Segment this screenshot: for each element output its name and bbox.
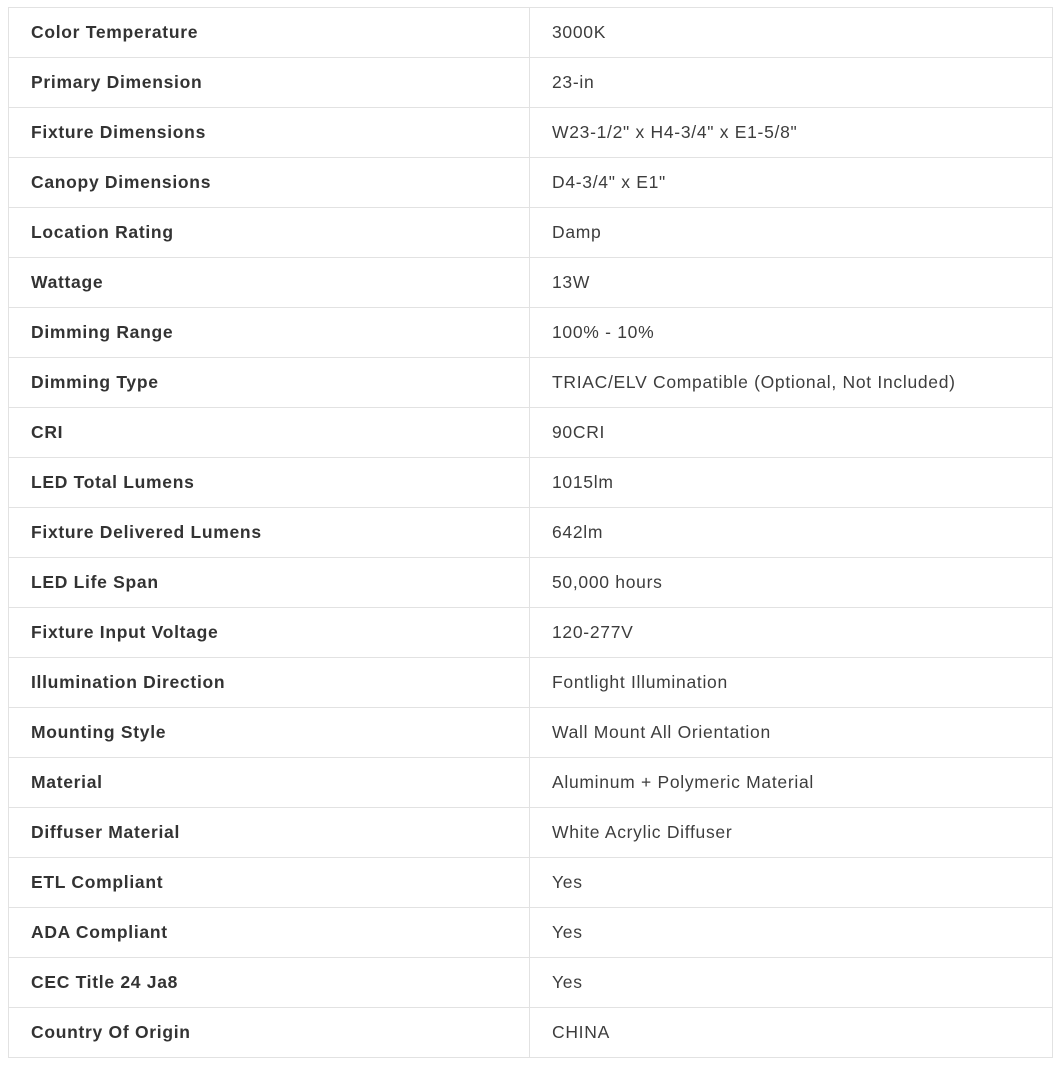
spec-value: 13W	[530, 258, 1053, 308]
spec-label: Illumination Direction	[9, 658, 530, 708]
spec-value: 120-277V	[530, 608, 1053, 658]
spec-value: Yes	[530, 858, 1053, 908]
spec-value: Fontlight Illumination	[530, 658, 1053, 708]
spec-row-fixture-delivered-lumens	[9, 508, 1053, 558]
spec-label: Color Temperature	[9, 8, 530, 58]
spec-label: Diffuser Material	[9, 808, 530, 858]
spec-label: Dimming Range	[9, 308, 530, 358]
spec-value: D4-3/4" x E1"	[530, 158, 1053, 208]
spec-value: CHINA	[530, 1008, 1053, 1058]
spec-row-material	[9, 758, 1053, 808]
spec-value: 23-in	[530, 58, 1053, 108]
spec-label: Location Rating	[9, 208, 530, 258]
spec-label: Country Of Origin	[9, 1008, 530, 1058]
spec-row-diffuser-material	[9, 808, 1053, 858]
spec-value: Yes	[530, 958, 1053, 1008]
spec-label: Dimming Type	[9, 358, 530, 408]
spec-value: 90CRI	[530, 408, 1053, 458]
spec-label: Fixture Delivered Lumens	[9, 508, 530, 558]
spec-label: Fixture Input Voltage	[9, 608, 530, 658]
spec-row-fixture-dimensions	[9, 108, 1053, 158]
spec-value: Wall Mount All Orientation	[530, 708, 1053, 758]
spec-row-ada-compliant	[9, 908, 1053, 958]
spec-label: Canopy Dimensions	[9, 158, 530, 208]
spec-row-country-of-origin	[9, 1008, 1053, 1058]
spec-label: ADA Compliant	[9, 908, 530, 958]
spec-row-cri	[9, 408, 1053, 458]
spec-value: Aluminum + Polymeric Material	[530, 758, 1053, 808]
spec-row-led-life-span	[9, 558, 1053, 608]
spec-value: 642lm	[530, 508, 1053, 558]
spec-row-led-total-lumens	[9, 458, 1053, 508]
spec-row-dimming-type	[9, 358, 1053, 408]
spec-value: TRIAC/ELV Compatible (Optional, Not Included)	[530, 358, 1053, 408]
spec-row-color-temperature	[9, 8, 1053, 58]
spec-label: Material	[9, 758, 530, 808]
spec-value: White Acrylic Diffuser	[530, 808, 1053, 858]
spec-value: Damp	[530, 208, 1053, 258]
spec-row-dimming-range	[9, 308, 1053, 358]
spec-label: LED Total Lumens	[9, 458, 530, 508]
spec-row-cec-title-24-ja8	[9, 958, 1053, 1008]
spec-value: 3000K	[530, 8, 1053, 58]
spec-value: W23-1/2" x H4-3/4" x E1-5/8"	[530, 108, 1053, 158]
spec-label: CEC Title 24 Ja8	[9, 958, 530, 1008]
spec-row-etl-compliant	[9, 858, 1053, 908]
spec-value: 100% - 10%	[530, 308, 1053, 358]
spec-label: Primary Dimension	[9, 58, 530, 108]
spec-value: 50,000 hours	[530, 558, 1053, 608]
spec-value: Yes	[530, 908, 1053, 958]
specifications-table	[8, 7, 1053, 1058]
spec-row-primary-dimension	[9, 58, 1053, 108]
spec-value: 1015lm	[530, 458, 1053, 508]
spec-row-canopy-dimensions	[9, 158, 1053, 208]
spec-label: LED Life Span	[9, 558, 530, 608]
spec-row-fixture-input-voltage	[9, 608, 1053, 658]
spec-row-wattage	[9, 258, 1053, 308]
spec-label: ETL Compliant	[9, 858, 530, 908]
spec-label: Mounting Style	[9, 708, 530, 758]
specifications-table-body	[9, 8, 1053, 1058]
spec-label: Wattage	[9, 258, 530, 308]
spec-row-location-rating	[9, 208, 1053, 258]
spec-row-mounting-style	[9, 708, 1053, 758]
spec-row-illumination-direction	[9, 658, 1053, 708]
spec-label: Fixture Dimensions	[9, 108, 530, 158]
spec-label: CRI	[9, 408, 530, 458]
